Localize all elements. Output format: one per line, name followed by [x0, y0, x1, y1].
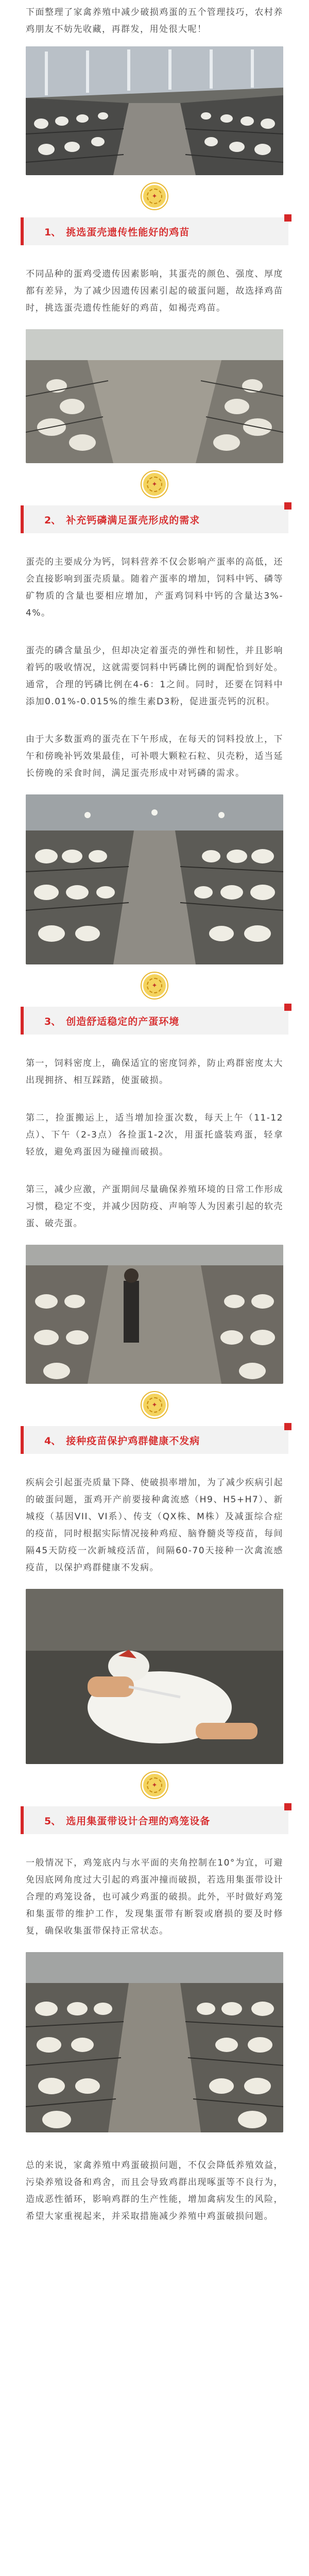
section-1-number: 1、: [44, 226, 61, 238]
section-3-title: 创造舒适稳定的产蛋环境: [66, 1015, 180, 1027]
section-2-paragraph-3: 由于大多数蛋鸡的蛋壳在下午形成，在每天的饲料投放上，下午和傍晚补钙效果最佳，可补喂大颗粒石粒、贝壳粉，适当延长傍晚的采食时间，满足蛋壳形成中对钙磷的需求。: [26, 734, 283, 778]
henhouse-photo-1: [26, 46, 283, 175]
vaccination-photo: [26, 1589, 283, 1764]
henhouse-photo-3-image: [26, 794, 283, 964]
intro-text: 下面整理了家禽养殖中减少破损鸡蛋的五个管理技巧，农村养鸡朋友不妨先收藏，再群发，用处很大呢！: [26, 7, 283, 35]
section-1-header: [26, 183, 283, 209]
henhouse-photo-1-image: [26, 46, 283, 175]
henhouse-photo-4: [26, 1245, 283, 1384]
seal-badge-icon: ✦: [142, 973, 167, 998]
section-2-number: 2、: [44, 514, 61, 526]
section-5-paragraph: 一般情况下，鸡笼底内与水平面的夹角控制在10°为宜，可避免因底网角度过大引起的鸡蛋冲撞而破损，若选用集蛋带设计合理的鸡笼设备，也可减少鸡蛋的破损。此外，平时做好鸡笼和集蛋带的维护工作，发现集蛋带有断裂或磨损的要及时修复，确保收集蛋带保持正常状态。: [26, 1858, 283, 1936]
section-4-header: [26, 1392, 283, 1418]
section-1-title: 挑选蛋壳遗传性能好的鸡苗: [66, 226, 190, 238]
section-2-paragraph-2: 蛋壳的磷含量虽少，但却决定着蛋壳的弹性和韧性，并且影响着钙的吸收情况，这就需要饲料中钙磷比例的调配恰到好处。通常，合理的钙磷比例在4-6：1之间。同时，还要在饲料中添加0.01%-0.015%的维生素D3粉，促进蛋壳钙的沉积。: [26, 646, 283, 707]
section-3-number: 3、: [44, 1015, 61, 1027]
section-4-title: 接种疫苗保护鸡群健康不发病: [66, 1435, 200, 1447]
section-5-title-bar: [21, 1806, 288, 1834]
henhouse-photo-4-image: [26, 1245, 283, 1384]
seal-badge-icon: ✦: [142, 183, 167, 209]
seal-badge-icon: ✦: [142, 1772, 167, 1798]
section-2-title: 补充钙磷满足蛋壳形成的需求: [66, 514, 200, 526]
section-3-paragraph-3: 第三，减少应激，产蛋期间尽量确保养殖环境的日常工作形成习惯，稳定不变，并减少因防疫、声响等人为因素引起的软壳蛋、破壳蛋。: [26, 1184, 283, 1229]
section-4-number: 4、: [44, 1435, 61, 1447]
conclusion-text: 总的来说，家禽养殖中鸡蛋破损问题，不仅会降低养殖效益，污染养殖设备和鸡舍，而且会导致鸡群出现啄蛋等不良行为，造成恶性循环，影响鸡群的生产性能，增加禽病发生的风险，希望大家重视起来，并采取措施减少养殖中鸡蛋破损问题。: [26, 2160, 283, 2222]
section-3-header: [26, 973, 283, 998]
seal-badge-icon: ✦: [142, 471, 167, 497]
section-3-paragraph-1: 第一，饲料密度上，确保适宜的密度饲养，防止鸡群密度太大出现拥挤、相互踩踏，使蛋破损。: [26, 1058, 283, 1086]
section-1-title-bar: [21, 217, 288, 245]
section-2-title-bar: [21, 505, 288, 533]
henhouse-photo-2-image: [26, 329, 283, 463]
henhouse-photo-2: [26, 329, 283, 463]
section-3-paragraph-2: 第二，捡蛋搬运上，适当增加捡蛋次数，每天上午（11-12点）、下午（2-3点）各捡蛋1-2次，用蛋托盛装鸡蛋，轻拿轻放，避免鸡蛋因为碰撞而破损。: [26, 1113, 283, 1157]
section-3-title-bar: [21, 1007, 288, 1035]
section-4-paragraph: 疾病会引起蛋壳质量下降、使破损率增加，为了减少疾病引起的破蛋问题，蛋鸡开产前要接种禽流感（H9、H5+H7）、新城疫（基因VII、VI系）、传支（QX株、M株）及减蛋综合症的疫苗，同时根据实际情况接种鸡痘、脑脊髓炎等疫苗，每间隔45天防疫一次新城疫活苗，间隔60-70天接种一次禽流感疫苗，以保护鸡群健康不发病。: [26, 1478, 283, 1573]
section-1-paragraph: 不同品种的蛋鸡受遗传因素影响，其蛋壳的颜色、强度、厚度都有差异，为了减少因遗传因素引起的破蛋问题，故选择鸡苗时，挑选蛋壳遗传性能好的鸡苗，如褐壳鸡苗。: [26, 269, 283, 313]
vaccination-photo-image: [26, 1589, 283, 1764]
section-5-title: 选用集蛋带设计合理的鸡笼设备: [66, 1815, 211, 1827]
section-5-header: [26, 1772, 283, 1798]
section-2-paragraph-1: 蛋壳的主要成分为钙，饲料营养不仅会影响产蛋率的高低，还会直接影响到蛋壳质量。随着产蛋率的增加，饲料中钙、磷等矿物质的含量也要相应增加，产蛋鸡饲料中钙的含量达3%-4%。: [26, 557, 283, 618]
henhouse-photo-6-image: [26, 1952, 283, 2132]
section-5-number: 5、: [44, 1815, 61, 1827]
henhouse-photo-3: [26, 794, 283, 964]
seal-badge-icon: ✦: [142, 1392, 167, 1418]
henhouse-photo-6: [26, 1952, 283, 2132]
section-4-title-bar: [21, 1426, 288, 1454]
section-2-header: [26, 471, 283, 497]
